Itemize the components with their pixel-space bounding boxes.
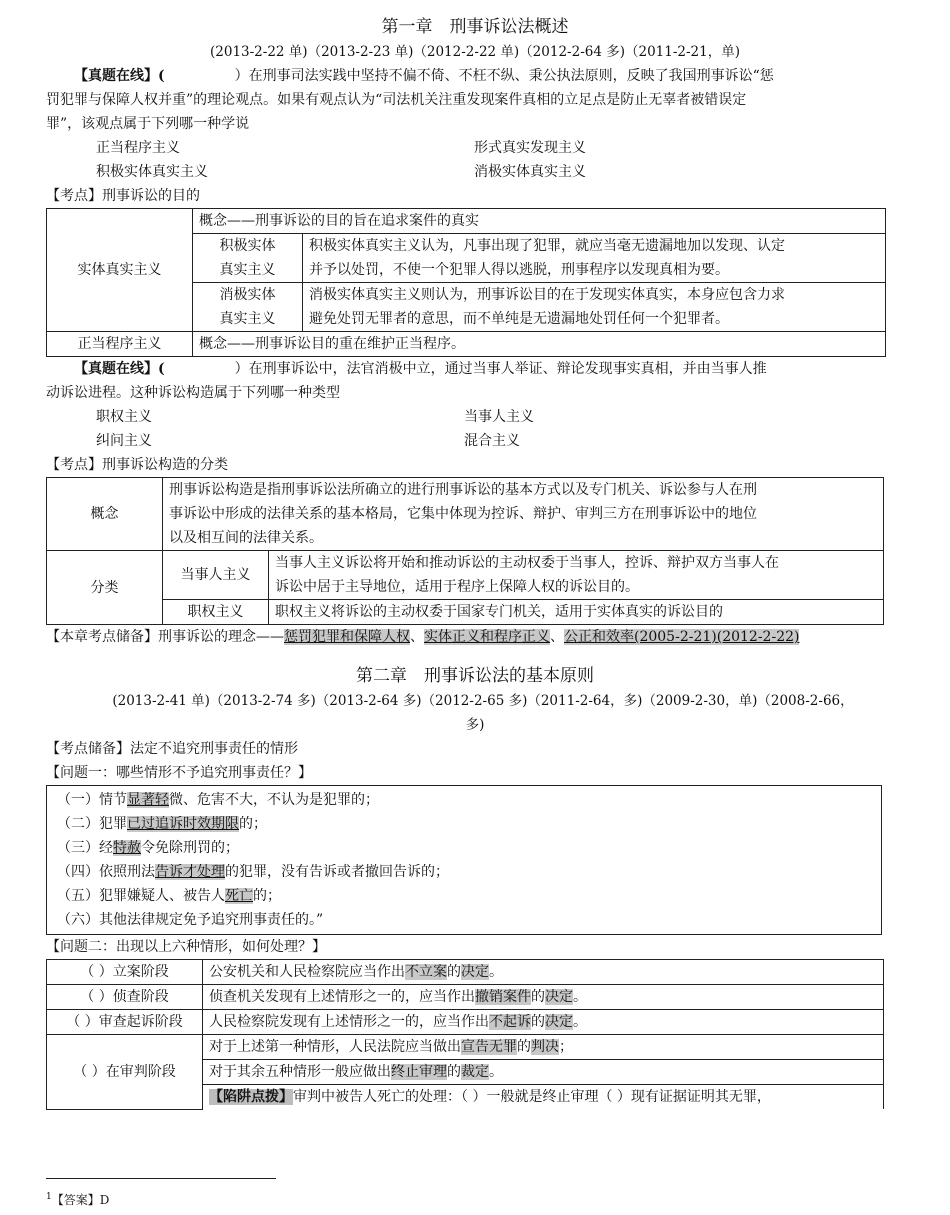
desc-text: 的 — [531, 989, 545, 1005]
question-text: 在刑事诉讼中，法官消极中立，通过当事人举证、辩论发现事实真相，并由当事人推 — [248, 361, 767, 377]
answer-gap: ） — [164, 361, 249, 377]
dangshiren-desc-line1: 当事人主义诉讼将开始和推动诉讼的主动权委于当事人，控诉、辩护双方当事人在 — [275, 555, 779, 571]
option-b: 当事人主义 — [464, 409, 534, 425]
desc-text: 。 — [489, 964, 503, 980]
xiaoji-desc-line2: 避免处罚无罪者的意思，而不单纯是无遗漏地处罚任何一个犯罪者。 — [309, 311, 729, 327]
trap-label: 【陷阱点拨】 — [209, 1089, 293, 1105]
xiaoji-desc-line1: 消极实体真实主义则认为，刑事诉讼目的在于发现实体真实，本身应包含力求 — [309, 287, 785, 303]
desc-highlight: 裁定 — [461, 1064, 489, 1080]
item-text: （一）情节 — [57, 792, 127, 808]
footnote-divider — [46, 1178, 276, 1179]
question-label: 【真题在线】( — [74, 68, 165, 84]
item-highlight: 已过追诉时效期限 — [127, 816, 239, 832]
item-highlight: 告诉才处理 — [155, 864, 225, 880]
item-text: （六）其他法律规定免予追究刑事责任的。” — [57, 912, 324, 928]
desc-text: 对于上述第一种情形，人民法院应当做出 — [209, 1039, 461, 1055]
option-d: 消极实体真实主义 — [474, 164, 586, 180]
desc-highlight: 不起诉 — [489, 1014, 531, 1030]
desc-text: 。 — [489, 1064, 503, 1080]
desc-text: 的 — [447, 964, 461, 980]
dangshiren-desc-cell — [269, 551, 884, 600]
item-highlight: 死亡 — [225, 888, 253, 904]
procedure-table — [46, 959, 884, 1110]
shencha-stage-cell: （ ）审查起诉阶段 — [47, 1010, 203, 1035]
desc-text: 。 — [573, 1014, 587, 1030]
item-highlight: 特赦 — [113, 840, 141, 856]
question-one-heading: 【问题一：哪些情形不予追究刑事责任？】 — [46, 765, 312, 781]
gainian-cell: 概念 — [47, 478, 163, 551]
reserve-item: 实体正义和程序正义 — [424, 629, 550, 645]
xiaoji-label-line1: 消极实体 — [219, 287, 276, 303]
zhiquan-desc-cell: 职权主义将诉讼的主动权委于国家专门机关，适用于实体真实的诉讼目的 — [269, 600, 884, 625]
footnote-number: 1 — [46, 1192, 52, 1202]
kaodian-reserve: 【考点储备】法定不追究刑事责任的情形 — [46, 741, 298, 757]
concept-cell: 概念——刑事诉讼的目的旨在追求案件的真实 — [193, 209, 886, 234]
jiji-desc-line1: 积极实体真实主义认为，凡事出现了犯罪，就应当毫无遗漏地加以发现、认定 — [309, 238, 785, 254]
shenpan-stage-cell: （ ）在审判阶段 — [47, 1035, 203, 1110]
item-text: （三）经 — [57, 840, 113, 856]
dangshiren-desc-line2: 诉讼中居于主导地位，适用于程序上保障人权的诉讼目的。 — [275, 579, 639, 595]
desc-text: 对于其余五种情形一般应做出 — [209, 1064, 391, 1080]
circumstance-item — [57, 788, 871, 812]
circumstance-item — [57, 908, 871, 932]
shencha-desc-cell — [203, 1010, 884, 1035]
gainian-desc-line1: 刑事诉讼构造是指刑事诉讼法所确立的进行刑事诉讼的基本方式以及专门机关、诉讼参与人在刑 — [169, 482, 757, 498]
desc-highlight: 决定 — [545, 989, 573, 1005]
question-text-line: 动诉讼进程。这种诉讼构造属于下列哪一种类型 — [46, 385, 340, 401]
structure-table — [46, 477, 884, 625]
chapter2-sources: (2013-2-41 单)（2013-2-74 多)（2013-2-64 多)（2012-2-65 多)（2011-2-64，多)（2009-2-30，单)（2008-2-66， — [112, 693, 854, 709]
zhencha-desc-cell — [203, 985, 884, 1010]
desc-highlight: 决定 — [545, 1014, 573, 1030]
desc-text: 的 — [517, 1039, 531, 1055]
item-text: 微、危害不大，不认为是犯罪的； — [169, 792, 379, 808]
item-text: （四）依照刑法 — [57, 864, 155, 880]
kaodian-structure: 【考点】刑事诉讼构造的分类 — [46, 457, 228, 473]
circumstance-item — [57, 884, 871, 908]
kaodian-purpose: 【考点】刑事诉讼的目的 — [46, 188, 200, 204]
answer-gap: ） — [164, 68, 249, 84]
question-text: 在刑事司法实践中坚持不偏不倚、不枉不纵、秉公执法原则，反映了我国刑事诉讼“惩 — [248, 68, 774, 84]
option-d: 混合主义 — [464, 433, 520, 449]
item-text: 的； — [239, 816, 267, 832]
options-row — [0, 136, 950, 160]
desc-text: 公安机关和人民检察院应当作出 — [209, 964, 405, 980]
chapter1-reserve — [0, 625, 950, 649]
trap-text: 审判中被告人死亡的处理：（ ）一般就是终止审理（ ）现有证据证明其无罪， — [293, 1089, 771, 1105]
desc-highlight: 撤销案件 — [475, 989, 531, 1005]
desc-highlight: 终止审理 — [391, 1064, 447, 1080]
desc-text: 人民检察院发现有上述情形之一的，应当作出 — [209, 1014, 489, 1030]
zhiquan-cell: 职权主义 — [163, 600, 269, 625]
footnote — [46, 1188, 109, 1209]
desc-text: 。 — [573, 989, 587, 1005]
purpose-table — [46, 208, 886, 357]
question-two-heading: 【问题二：出现以上六种情形，如何处理？】 — [46, 939, 326, 955]
question-label: 【真题在线】( — [74, 361, 165, 377]
reserve-item: 惩罚犯罪和保障人权 — [284, 629, 410, 645]
dangshiren-cell: 当事人主义 — [163, 551, 269, 600]
question-text-line: 罪”，该观点属于下列哪一种学说 — [46, 116, 250, 132]
item-text: （二）犯罪 — [57, 816, 127, 832]
chapter2-title: 第二章 刑事诉讼法的基本原则 — [356, 666, 594, 686]
circumstances-box — [46, 785, 882, 935]
options-row — [0, 405, 950, 429]
item-text: 令免除刑罚的； — [141, 840, 239, 856]
desc-text: ； — [559, 1039, 573, 1055]
desc-text: 的 — [531, 1014, 545, 1030]
reserve-item: 公正和效率(2005-2-21)(2012-2-22) — [564, 629, 800, 645]
item-text: 的犯罪，没有告诉或者撤回告诉的； — [225, 864, 449, 880]
chapter1-question2 — [0, 357, 950, 381]
xiaoji-desc-cell — [303, 283, 886, 332]
zhengdang-cell: 正当程序主义 — [47, 332, 193, 357]
zhengdang-desc-cell: 概念——刑事诉讼目的重在维护正当程序。 — [193, 332, 886, 357]
desc-highlight: 判决 — [531, 1039, 559, 1055]
reserve-sep: 、 — [550, 629, 564, 645]
option-c: 纠问主义 — [96, 433, 152, 449]
desc-text: 的 — [447, 1064, 461, 1080]
reserve-prefix: 【本章考点储备】刑事诉讼的理念—— — [46, 629, 284, 645]
xiaoji-label-cell — [193, 283, 303, 332]
chapter1-question1 — [0, 64, 950, 88]
fenlei-cell: 分类 — [47, 551, 163, 625]
chapter1-title: 第一章 刑事诉讼法概述 — [381, 17, 569, 37]
circumstance-item — [57, 836, 871, 860]
chapter2-sources-cont: 多) — [465, 717, 485, 733]
reserve-sep: 、 — [410, 629, 424, 645]
xiaoji-label-line2: 真实主义 — [219, 311, 276, 327]
item-text: （五）犯罪嫌疑人、被告人 — [57, 888, 225, 904]
option-a: 职权主义 — [96, 409, 152, 425]
shenpan-desc-cell-1 — [203, 1035, 884, 1060]
option-c: 积极实体真实主义 — [96, 164, 208, 180]
gainian-desc-line2: 事诉讼中形成的法律关系的基本格局，它集中体现为控诉、辩护、审判三方在刑事诉讼中的地位 — [169, 506, 757, 522]
option-b: 形式真实发现主义 — [474, 140, 586, 156]
footnote-text: 【答案】D — [51, 1193, 110, 1207]
desc-highlight: 宣告无罪 — [461, 1039, 517, 1055]
item-text: 的； — [253, 888, 281, 904]
gainian-desc-cell — [163, 478, 884, 551]
shenpan-trap-cell — [203, 1085, 884, 1110]
gainian-desc-line3: 以及相互间的法律关系。 — [169, 530, 323, 546]
jiji-desc-line2: 并予以处罚，不使一个犯罪人得以逃脱，刑事程序以发现真相为要。 — [309, 262, 729, 278]
desc-text: 侦查机关发现有上述情形之一的，应当作出 — [209, 989, 475, 1005]
chapter1-sources: (2013-2-22 单)（2013-2-23 单)（2012-2-22 单)（2012-2-64 多)（2011-2-21，单) — [210, 44, 740, 60]
jiji-label-line1: 积极实体 — [219, 238, 276, 254]
jiji-label-line2: 真实主义 — [219, 262, 276, 278]
question-text-line: 罚犯罪与保障人权并重”的理论观点。如果有观点认为“司法机关注重发现案件真相的立足点是防止无辜者被错误定 — [46, 92, 747, 108]
item-highlight: 显著轻 — [127, 792, 169, 808]
option-a: 正当程序主义 — [96, 140, 180, 156]
desc-highlight: 不立案 — [405, 964, 447, 980]
zhencha-stage-cell: （ ）侦查阶段 — [47, 985, 203, 1010]
jiji-desc-cell — [303, 234, 886, 283]
lian-stage-cell: （ ）立案阶段 — [47, 960, 203, 985]
options-row — [0, 429, 950, 453]
lian-desc-cell — [203, 960, 884, 985]
circumstance-item — [57, 860, 871, 884]
circumstance-item — [57, 812, 871, 836]
shiti-zhenshi-cell: 实体真实主义 — [47, 209, 193, 332]
desc-highlight: 决定 — [461, 964, 489, 980]
shenpan-desc-cell-2 — [203, 1060, 884, 1085]
options-row — [0, 160, 950, 184]
jiji-label-cell — [193, 234, 303, 283]
